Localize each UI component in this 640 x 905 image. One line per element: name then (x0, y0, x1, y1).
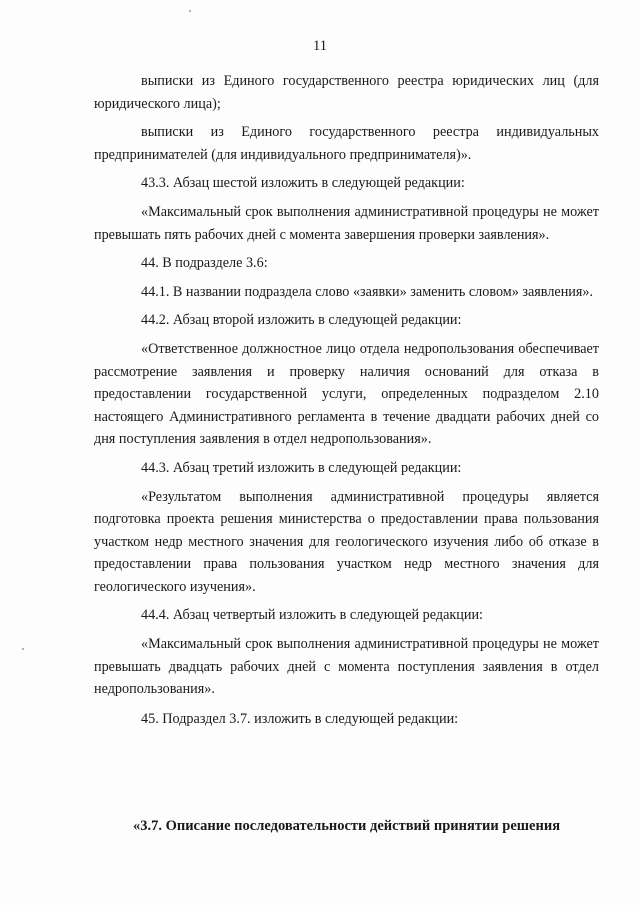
paragraph: 44.4. Абзац четвертый изложить в следующей редакции: (141, 607, 483, 624)
scan-speck (189, 10, 191, 12)
paragraph: выписки из Единого государственного реестра юридических лиц (для юридического лица); (94, 73, 599, 112)
paragraph: 45. Подраздел 3.7. изложить в следующей редакции: (141, 710, 459, 727)
paragraph: «Ответственное должностное лицо отдела недропользования обеспечивает рассмотрение заявления и проверку наличия оснований для отказа в предоставлении государственной услуги, определенных подразделом 2.10 настоящего Административного регламента в течение двадцати рабочих дней со дня поступления заявления в отдел недропользования». (94, 340, 599, 448)
paragraph: «Результатом выполнения административной процедуры является подготовка проекта решения министерства о предоставлении права пользования участком недр местного значения для геологического изучения либо об отказе в предоставлении права пользования участком недр местного значения для геологического изучения». (94, 488, 599, 595)
scan-speck (22, 648, 24, 650)
paragraph: выписки из Единого государственного реестра индивидуальных предпринимателей (для индивидуального предпринимателя)». (94, 124, 599, 163)
paragraph: 44. В подразделе 3.6: (141, 255, 268, 272)
paragraph: 44.1. В названии подраздела слово «заявки» заменить словом» заявления». (141, 283, 594, 300)
document-body (94, 70, 599, 730)
paragraph: 43.3. Абзац шестой изложить в следующей редакции: (141, 175, 465, 192)
paragraph: «Максимальный срок выполнения административной процедуры не может превышать двадцать рабочих дней с момента поступления заявления в отдел недропользования». (94, 636, 599, 698)
paragraph: «Максимальный срок выполнения административной процедуры не может превышать пять рабочих дней с момента завершения проверки заявления». (94, 203, 599, 243)
page-number: 11 (313, 38, 327, 54)
section-heading: «3.7. Описание последовательности действий принятии решения (132, 818, 561, 834)
paragraph: 44.3. Абзац третий изложить в следующей редакции: (141, 459, 462, 476)
paragraph: 44.2. Абзац второй изложить в следующей редакции: (141, 312, 462, 329)
